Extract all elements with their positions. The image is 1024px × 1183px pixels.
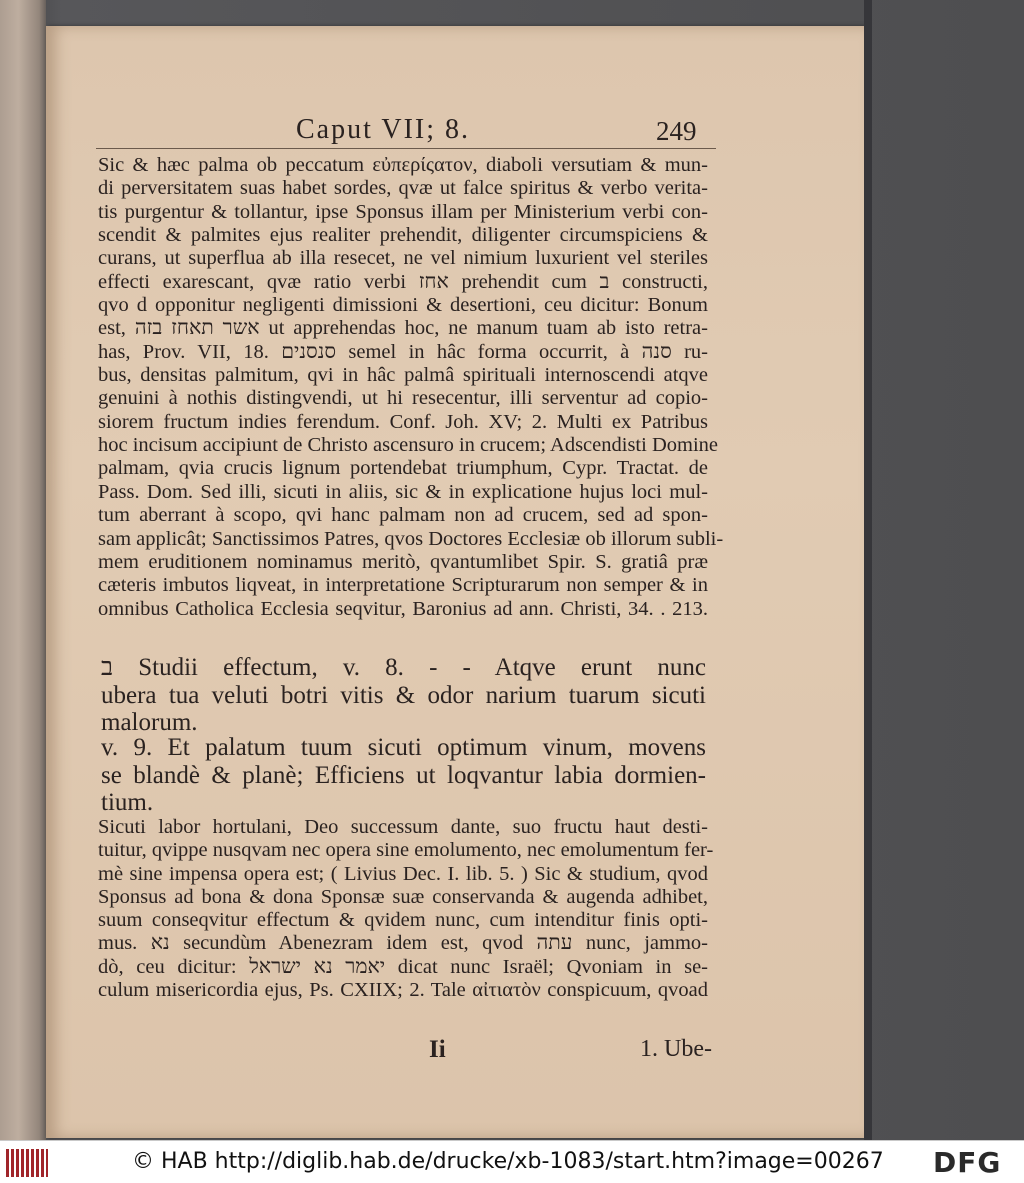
text-line: suum conseqvitur effectum & qvidem nunc, cum intenditur finis opti- xyxy=(98,909,708,932)
paragraph-verse-8 xyxy=(101,654,706,737)
text-line: scendit & palmites ejus realiter prehendit, diligenter circumspiciens & xyxy=(98,224,708,247)
text-line: culum misericordia ejus, Ps. CXIIX; 2. Tale αἰτιατὸν conspicuum, qvoad xyxy=(98,979,708,1002)
facing-page-edge xyxy=(0,0,46,1140)
paragraph-verse-9 xyxy=(101,734,706,817)
text-line: omnibus Catholica Ecclesia seqvitur, Baronius ad ann. Christi, 34. . 213. xyxy=(98,597,708,620)
text-line: genuini à nothis distingvendi, ut hi resecentur, illi serventur ad copio- xyxy=(98,387,708,410)
text-line: tium. xyxy=(101,789,154,816)
text-line: has, Prov. VII, 18. סנסנים semel in hâc forma occurrit, à סנה ru- xyxy=(98,340,709,363)
signature-mark: Ii xyxy=(429,1036,446,1063)
text-line: tis purgentur & tollantur, ipse Sponsus illam per Ministerium verbi con- xyxy=(98,200,708,223)
text-line: siorem fructum indies ferendum. Conf. Joh. XV; 2. Multi ex Patribus xyxy=(98,410,708,433)
footer-copyright-link[interactable]: © HAB http://diglib.hab.de/drucke/xb-1083/start.htm?image=00267 xyxy=(132,1149,884,1174)
text-line: se blandè & planè; Efficiens ut loqvantur labia dormien- xyxy=(101,761,706,789)
text-line: Pass. Dom. Sed illi, sicuti in aliis, sic & in explicatione hujus loci mul- xyxy=(98,480,708,503)
text-line: Sicuti labor hortulani, Deo successum dante, suo fructu haut desti- xyxy=(98,816,708,838)
text-line: qvo d opponitur negligenti dimissioni & desertioni, ceu dicitur: Bonum xyxy=(98,294,708,317)
text-line: bus, densitas palmitum, qvi in hâc palmâ spirituali internoscendi atqve xyxy=(98,364,708,387)
text-line: tum aberrant à scopo, qvi hanc palmam non ad crucem, sed ad spon- xyxy=(98,504,708,527)
text-line: palmam, qvia crucis lignum portendebat triumphum, Cypr. Tractat. de xyxy=(98,457,708,480)
running-head: Caput VII; 8. xyxy=(296,114,471,145)
text-line: dò, ceu dicitur: יאמר נא ישראל dicat nunc Israël; Qvoniam in se- xyxy=(98,955,709,978)
text-line: di perversitatem suas habet sordes, qvæ ut falce spiritus & verbo verita- xyxy=(98,177,708,200)
paragraph-commentary-2 xyxy=(98,816,714,1002)
hab-logo-icon xyxy=(6,1149,48,1177)
text-line: Sponsus ad bona & dona Sponsæ suæ conservanda & augenda adhibet, xyxy=(98,885,708,908)
text-line: Sic & hæc palma ob peccatum εὐπερίςατον, diaboli versutiam & mun- xyxy=(98,154,708,176)
page-number: 249 xyxy=(656,116,697,146)
text-line: mus. נא secundùm Abenezram idem est, qvod עתה nunc, jammo- xyxy=(98,932,708,955)
scan-edge xyxy=(864,0,872,1140)
text-line: hoc incisum accipiunt de Christo ascensuro in crucem; Adscendisti Domine xyxy=(98,434,718,457)
text-line: sam applicât; Sanctissimos Patres, qvos Doctores Ecclesiæ ob illorum subli- xyxy=(98,527,724,550)
text-line: est, אשר תאחז בזה ut apprehendas hoc, ne manum tuam ab isto retra- xyxy=(98,317,708,340)
text-line: ב Studii effectum, v. 8. - - Atqve erunt nunc xyxy=(101,654,706,681)
text-line: v. 9. Et palatum tuum sicuti optimum vinum, movens xyxy=(101,734,706,761)
text-line: mè sine impensa opera est; ( Livius Dec. I. lib. 5. ) Sic & studium, qvod xyxy=(98,862,708,885)
text-line: effecti exarescant, qvæ ratio verbi אחז prehendit cum ב constructi, xyxy=(98,270,709,293)
head-rule xyxy=(96,148,716,149)
catchword: 1. Ube- xyxy=(640,1036,712,1062)
text-line: ubera tua veluti botri vitis & odor narium tuarum sicuti xyxy=(101,681,706,709)
dfg-logo: DFG xyxy=(933,1146,1002,1179)
book-page xyxy=(46,26,864,1138)
text-line: malorum. xyxy=(101,709,198,736)
paragraph-commentary xyxy=(98,154,724,621)
text-line: curans, ut superflua ab illa resecet, ne vel nimium luxurient vel steriles xyxy=(98,247,708,270)
text-line: mem eruditionem nominamus meritò, qvantumlibet Spir. S. gratiâ præ xyxy=(98,550,708,573)
text-line: tuitur, qvippe nusqvam nec opera sine emolumento, nec emolumentum fer- xyxy=(98,839,714,862)
text-line: cæteris imbutos liqveat, in interpretatione Scripturarum non semper & in xyxy=(98,574,708,597)
footer-bar xyxy=(0,1140,1024,1183)
